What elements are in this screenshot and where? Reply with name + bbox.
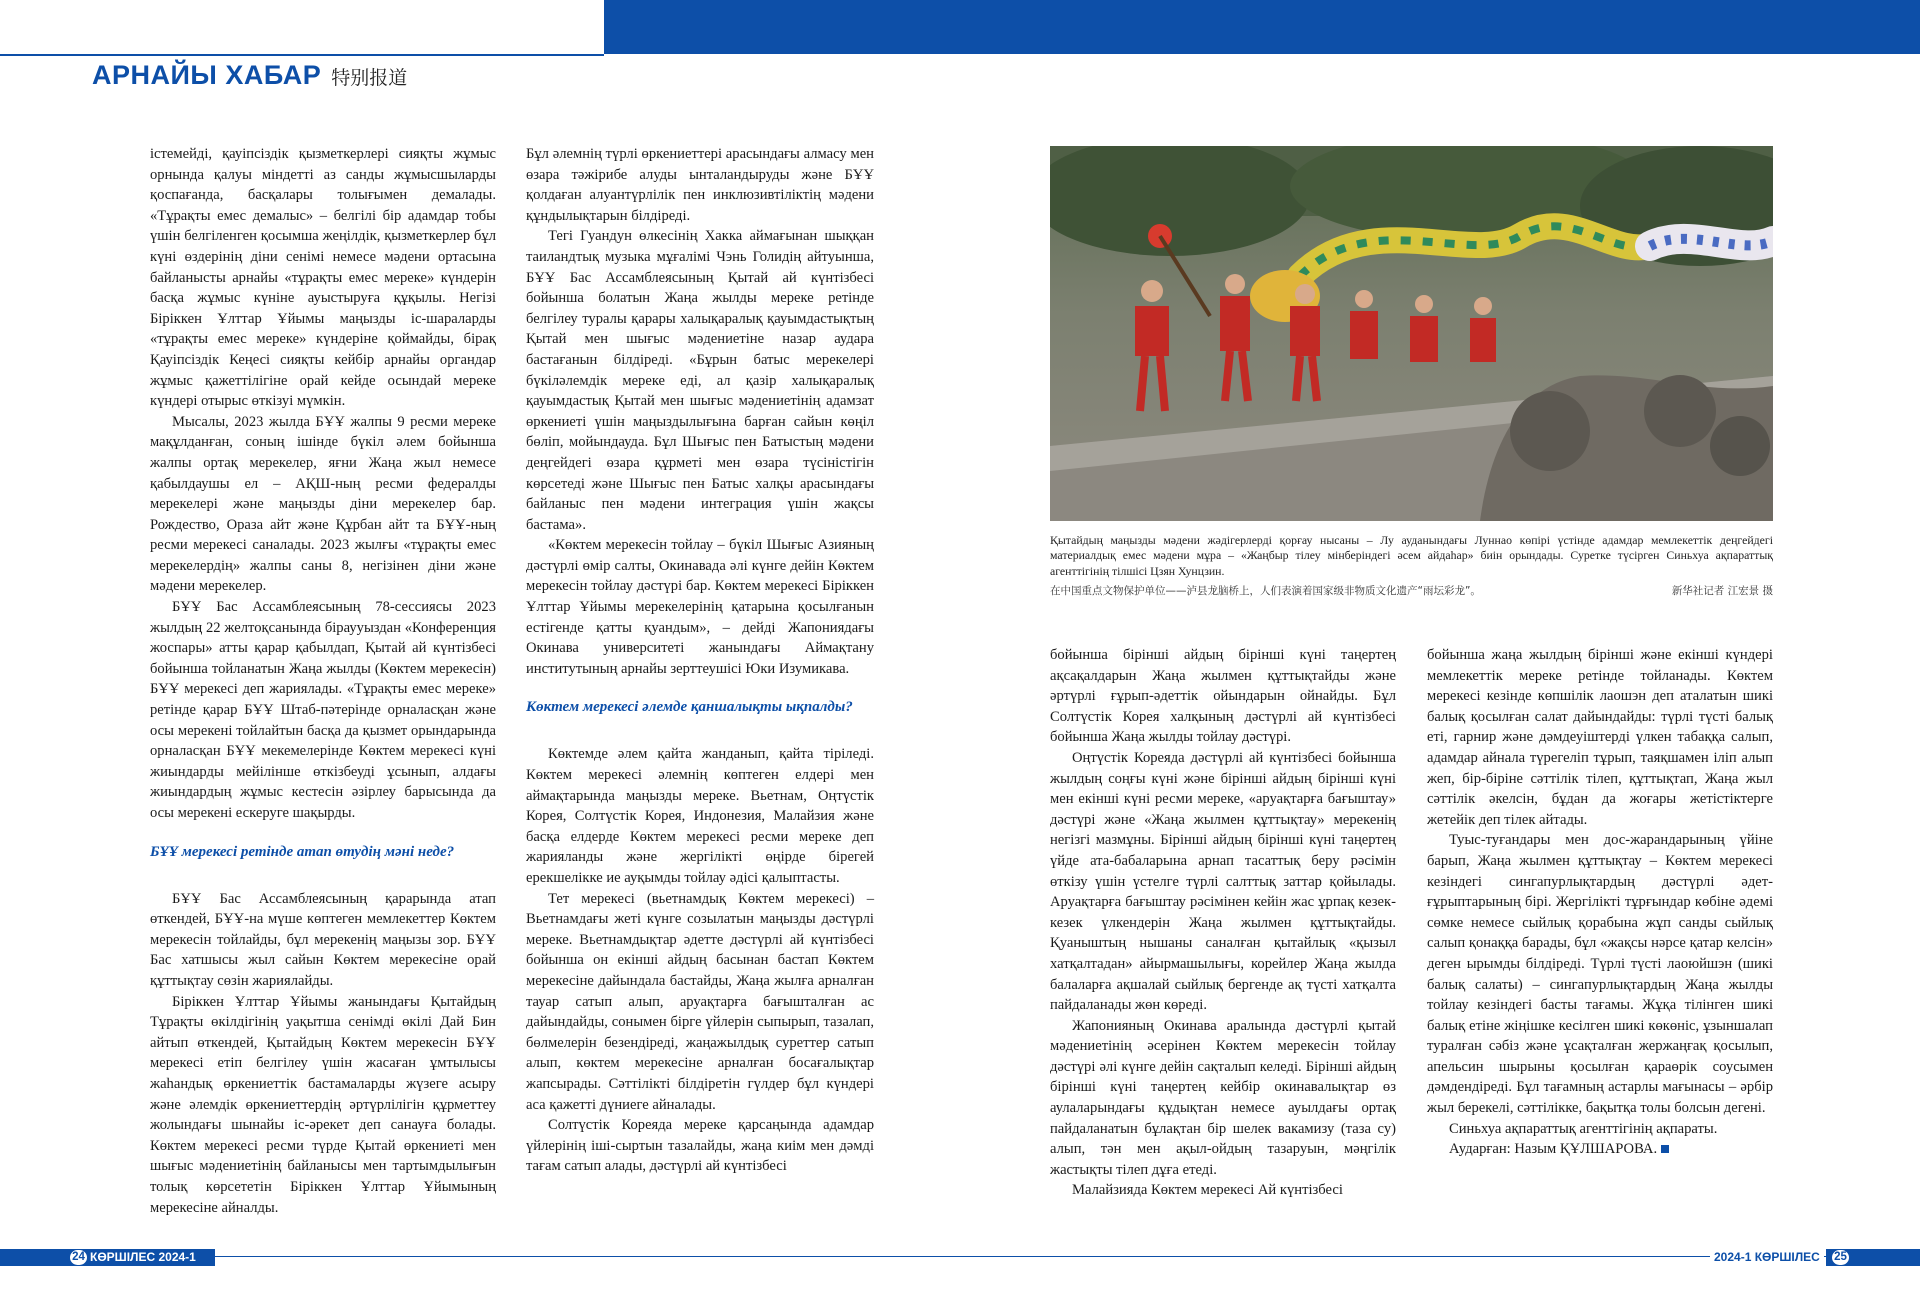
photo-caption: Қытайдың маңызды мәдени жәдігерлерді қорғау нысаны – Лу ауданындағы Луннао көпірі үстінде адамдар мемлекеттік деңгейдегі материалдық емес мәдени мұра – «Жаңбыр тілеу мінберіндегі әсем айдаһар» биін орындады. Суретке түсірген Синьхуа ақпараттық агенттігінің тілшісі Цзян Хунцзин. [1050, 533, 1773, 578]
caption-cn-text: 在中国重点文物保护单位——泸县龙脑桥上，人们表演着国家级非物质文化遗产“雨坛彩龙”。 [1050, 585, 1481, 597]
page-number-right: 25 [1832, 1250, 1849, 1265]
translator: Аударған: Назым ҚҰЛШАРОВА. [1449, 1141, 1658, 1158]
section-title-cn: 特别报道 [331, 67, 408, 89]
paragraph: Бұл әлемнің түрлі өркениеттері арасындағы алмасу мен өзара тәжірибе алуды ынталандыруды және БҰҰ қолдаған алуантүрлілік пен инклюзивтіліктің мәдени құндылықтарын білдіреді. [526, 146, 874, 224]
column-3 [1050, 645, 1396, 1201]
paragraph: Оңтүстік Кореяда дәстүрлі ай күнтізбесі бойынша жылдың соңғы күні және бірінші айдың бірінші күні мен екінші күні ресми мереке, «аруақтарға бағыштау» дәстүрі және «Жаңа жылмен құттықтау» мерекенің негізгі мазмұны. Бірінші айдың бірінші күні таңертең үйде ата-бабаларына арнап тасаттық беру рәсімін өткізу үшін үстелге түрлі салттық заттар қойылады. Аруақтарға бағыштау рәсімінен кейін жас ұрпақ кезек-кезек үлкендерін Жаңа жылмен құттықтайды. Қуаныштың нышаны саналған қытайлық «қызыл хатқалтадан» айырмашылығы, корейлер Жаңа жылда балаларға ақшалай сыйлық бергенде ақ түсті хатқалта пайдаланады жөн көреді. [1050, 749, 1396, 1014]
photo-credit: 新华社记者 江宏景 摄 [1671, 585, 1773, 597]
paragraph: Біріккен Ұлттар Ұйымы жанындағы Қытайдың Тұрақты өкілдігінің уақытша сенімді өкілі Дай Бин айтып өткендей, Қытайдың Көктем мерекесін БҰҰ мерекесі етіп белгілеу үшін жасаған ұмтылысы жаһандық өркениеттік бастамаларды жүзеге асыру және әлемдік өркениеттердің әртүрлілігін құрметтеу жолындағы шынайы іс-әрекет деп санауға болады. Көктем мерекесі ресми түрде Қытай өркениеті мен шығыс мәдениетінің байланысы мен тартымдылығын толық көрсететін Біріккен Ұлттар Ұйымының мерекесіне айналды. [150, 993, 496, 1216]
photo-caption-cn [1050, 583, 1773, 598]
paragraph: Туыс-туғандары мен дос-жарандарының үйіне барып, Жаңа жылмен құттықтау – Көктем мерекесі кезіндегі сингапурлықтардың дәстүрлі әдет-ғұрыптарының бірі. Жергілікті тұрғындар көбіне әдемі сөмке немесе сыйлық қорабына жұп санды сыйлық салып қонаққа барады, бұл «жақсы нәрсе қатар келсін» деген ырымды білдіреді. Түрлі түсті лаоюйшэн (шикі балық салаты) – сингапурлықтардың Жаңа жылды тойлау кезіндегі басты тағамы. Жұқа тілінген шикі балық етіне жіңішке кесілген шикі көкөніс, ұзыншалап туралған сәбіз және ұсақталған жержаңғақ қосылып, апельсин шырыны қосылған қараөрік соусымен дәмдендіреді. Бұл тағамның астарлы мағынасы – әрбір жыл берекелі, сәттілікке, бақытқа толы болсын дегені. [1427, 832, 1773, 1117]
dragon-dance-photo [1050, 146, 1773, 521]
column-4 [1427, 645, 1773, 1160]
paragraph: БҰҰ Бас Ассамблеясының 78-сессиясы 2023 жылдың 22 желтоқсанында біраууыздан «Конференция жоспары» атты қарар қабылдап, Қытай ай күнтізбесі бойынша тойланатын Жаңа жылды (Көктем мерекесін) БҰҰ мерекесі деп жариялады. «Тұрақты емес мереке» ретінде қарар БҰҰ Штаб-пәтерінде орналасқан және осы мерекені тойлайтын басқа да қызмет орындарында орналасқан БҰҰ мекемелерінде Көктем мерекесі күні жиындарды мейілінше өткізбеуді ұсынып, алдағы жиындардың жұмыс кестесін әзірлеу барысында да осы мерекені ескеруге шақырды. [150, 599, 496, 821]
paragraph: «Көктем мерекесін тойлау – бүкіл Шығыс Азияның дәстүрлі өмір салты, Окинавада әлі күнге дейін Көктем мерекесін тойлау дәстүрі бар. Көктем мерекесі Біріккен Ұлттар Ұйымы мерекелерінің қатарына қосылғанын естігенде қатты қуандым», – дейді Жапониядағы Окинава университеті жанындағы Аймақтану институтының арнайы зерттеушісі Юки Изумикава. [526, 537, 874, 677]
paragraph: бойынша жаңа жылдың бірінші және екінші күндері мемлекеттік мереке ретінде тойланады. Көктем мерекесі кезінде көпшілік лаошэн деп аталатын шикі балық қосылған салат дайындайды: түрлі түсті балық еті, гарнир және дәмдеуіштерді үлкен табаққа салып, адамдар айнала түрегеліп тұрып, таяқшамен іліп алып жеп, бір-біріне сәттілік тілеп, құттықтап, Жаңа жыл сәттілік әкелсін, бұдан да жоғары жетістіктерге жетейік деп тілек айтады. [1427, 647, 1773, 828]
paragraph: Малайзияда Көктем мерекесі Ай күнтізбесі [1072, 1182, 1343, 1199]
paragraph: Тегі Гуандун өлкесінің Хакка аймағынан шыққан таиландтық музыка мұғалімі Чэнь Голидің айтуынша, БҰҰ Бас Ассамблеясының Қытай ай күнтізбесі бойынша болатын Жаңа жылды мереке ретінде белгілеу туралы қарары халықаралық қауымдастықтың Қытай мен шығыс мәдениетіне назар аудара бастағанын білдіреді. «Бұрын батыс мерекелері бүкіләлемдік мереке еді, ал қазір халықаралық қауымдастық Қытай мен шығыс мәдениетінің адамзат өркениеті үшін маңыздылығына барған сайын көңіл бөліп, мойындауда. Бұл Шығыс пен Батыстың мәдени деңгейдегі өзара құрметі мен өзара түсіністігін көрсетеді және Шығыс пен Батыс халқы арасындағы байланыс пен мәдени интеграция үшін жақсы бастама». [526, 228, 874, 533]
paragraph: Солтүстік Кореяда мереке қарсаңында адамдар үйлерінің іші-сыртын тазалайды, жаңа киім мен дәмді тағам сатып алады, дәстүрлі ай күнтізбесі [526, 1117, 874, 1175]
header-rule [0, 54, 604, 56]
paragraph: Көктемде әлем қайта жанданып, қайта тіріледі. Көктем мерекесі әлемнің көптеген елдері мен аймақтарында маңызды мереке. Вьетнам, Оңтүстік Корея, Солтүстік Корея, Индонезия, Малайзия және басқа елдерде Көктем мерекесі ресми мереке деп жарияланды және жергілікті өңірде бірегей ерекшелікке ие ауқымды тойлау әдісі қалыптасты. [526, 746, 874, 886]
paragraph: істемейді, қауіпсіздік қызметкерлері сияқты жұмыс орнында қалуы міндетті аз санды жұмысшыларды қоспағанда, басқалары толығымен демалады. «Тұрақты емес демалыс» – белгілі бір адамдар тобы үшін белгіленген қосымша жеңілдік, қызметкерлер бұл күні өздерінің діни сенімі немесе мәдени ортасына байланысты арнайы «тұрақты емес мереке» күндерін басқа жұмыс күніне ауыстыруға құқылы. Негізі Біріккен Ұлттар Ұйымы маңызды іс-шараларды «тұрақты емес мереке» күндеріне қоймайды, бірақ Қауіпсіздік Кеңесі сияқты кейбір арнайы органдар жұмыс қажеттілігіне орай кейде осындай мереке күндері отырыс өткізуі мүмкін. [150, 146, 496, 410]
paragraph: Мысалы, 2023 жылда БҰҰ жалпы 9 ресми мереке мақұлданған, соның ішінде бүкіл әлем бойынша жалпы ортақ мерекелер, яғни Жаңа жыл немесе қабылдаушы ел – АҚШ-ның ресми федералды мерекелері және маңызды діни мерекелер бар. Рождество, Ораза айт және Құрбан айт та БҰҰ-ның ресми мерекесі саналады. 2023 жылғы «тұрақты емес мерекелердің» жалпы саны 8, негізінен діни және мәдени мерекелер. [150, 413, 496, 595]
subheading: БҰҰ мерекесі ретінде атап өтудің мәні неде? [150, 843, 455, 860]
paragraph: Тет мерекесі (вьетнамдық Көктем мерекесі) – Вьетнамдағы жеті күнге созылатын маңызды дәстүрлі мереке. Вьетнамдықтар әдетте дәстүрлі ай күнтізбесі бойынша он екінші айдың басынан бастап Көктем мерекесіне дайындала бастайды, Жаңа жылға арналған тауар сатып алып, аруақтарға бағышталған ас дайындайды, сонымен бірге үйлерін сыпырып, тазалап, бөлмелерін безендіреді, жаңажылдық суреттер сатып алып, көктем мерекесіне арналған босағалықтар жапсырады. Сәттілікті білдіретін гүлдер бұл күндері аса қажетті дүниеге айналады. [526, 890, 874, 1113]
paragraph: бойынша бірінші айдың бірінші күні таңертең ақсақалдарын Жаңа жылмен құттықтайды және әртүрлі ғұрып-әдеттік ойындарын ойнайды. Бұл Солтүстік Корея халқының дәстүрлі ай күнтізбесі бойынша Жаңа жылды тойлау дәстүрі. [1050, 647, 1396, 746]
paragraph: БҰҰ Бас Ассамблеясының қарарында атап өткендей, БҰҰ-на мүше көптеген мемлекеттер Көктем мерекесін тойлайды, бұл мерекенің маңызы зор. БҰҰ Бас хатшысы жыл сайын Көктем мерекесіне орай құттықтау сөзін жариялайды. [150, 890, 496, 989]
paragraph: Синьхуа ақпараттық агенттігінің ақпараты. [1449, 1120, 1718, 1137]
header-band [604, 0, 1920, 54]
subheading: Көктем мерекесі әлемде қаншалықты ықпалды? [526, 699, 853, 716]
paragraph: Жапонияның Окинава аралында дәстүрлі қытай мәдениетінің әсерінен Көктем мерекесін тойлау дәстүрі әлі күнге дейін сақталып келеді. Бірінші айдың бірінші күні таңертең кейбір окинавалықтар өз аулаларындағы құдықтан немесе ауылдағы ортақ пайдаланатын бұлақтан бір шелек вакамизу (таза су) алып, тән мен ақыл-ойдың тазаруын, мәңгілік жастықты тілеп дұға етеді. [1050, 1017, 1396, 1178]
end-mark-icon [1661, 1145, 1669, 1153]
section-title-kz: АРНАЙЫ ХАБАР [92, 60, 322, 90]
page-number-left: 24 [70, 1250, 87, 1265]
footer-left-title: КӨРШІЛЕС 2024-1 [90, 1250, 196, 1264]
translator-line [1427, 1139, 1773, 1160]
column-2 [526, 144, 874, 1177]
section-header [92, 60, 407, 91]
footer-rule [215, 1256, 1826, 1257]
photo-illustration [1050, 146, 1773, 521]
footer-right-title: 2024-1 КӨРШІЛЕС [1710, 1250, 1824, 1264]
column-1 [150, 144, 496, 1218]
